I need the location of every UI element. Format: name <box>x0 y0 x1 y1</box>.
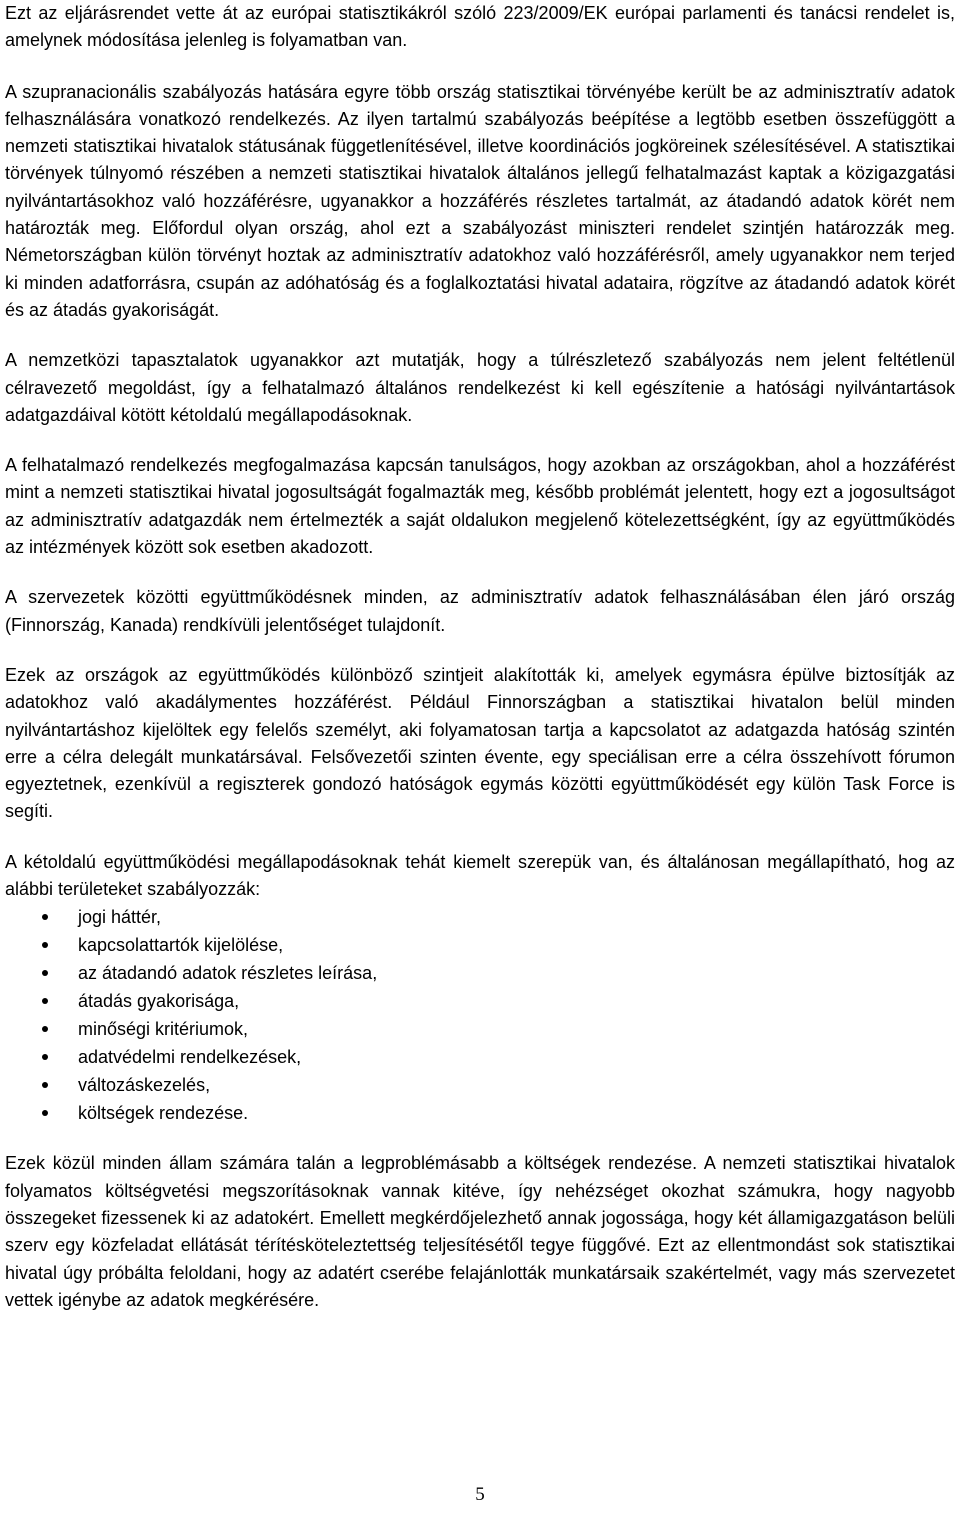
list-item-text: jogi háttér, <box>78 907 162 928</box>
list-item-text: átadás gyakorisága, <box>78 991 240 1012</box>
bullet-icon <box>42 998 48 1004</box>
list-item-text: adatvédelmi rendelkezések, <box>78 1047 302 1068</box>
paragraph-2: A szupranacionális szabályozás hatására egyre több ország statisztikai törvényébe került be az adminisztratív adatok felhasználására vonatkozó rendelkezés. Az ilyen tartalmú szabályozás beépítése a legtöbb esetben összefüggött a nemzeti statisztikai hivatalok státusának függetlenítésével, illetve koordinációs jogköreinek szélesítésével. A statisztikai törvények túlnyomó részében a nemzeti statisztikai hivatalok általános jellegű felhatalmazást kaptak a közigazgatási nyilvántartásokhoz való hozzáférésre, ugyanakkor a hozzáférés részletes tartalmát, az átadandó adatok körét nem határozták meg. Előfordul olyan ország, ahol ezt a szabályozást miniszteri rendelet szintjén határozzák meg. Németországban külön törvényt hoztak az adminisztratív adatokhoz való hozzáférésről, amely ugyanakkor nem terjed ki minden adatforrásra, csupán az adóhatóság és a foglalkoztatási hivatal adataira, rögzítve az átadandó adatok körét és az átadás gyakoriságát. <box>5 81 955 320</box>
bullet-icon <box>42 942 48 948</box>
paragraph-6: Ezek az országok az együttműködés különböző szintjeit alakították ki, amelyek egymásra épülve biztosítják az adatokhoz való akadálymentes hozzáférést. Például Finnországban a statisztikai hivatalon belül minden nyilvántartáshoz kijelöltek egy felelős személyt, aki folyamatosan tartja a kapcsolatot az adatgazda hatóság szintén erre a célra delegált munkatársával. Felsővezetői szinten évente, egy speciálisan erre a célra összehívott fórumon egyeztetnek, ezenkívül a regiszterek gondozó hatóságok egymás közötti együttműködését egy külön Task Force is segíti. <box>5 664 955 822</box>
bullet-icon <box>42 1110 48 1116</box>
bullet-list <box>5 903 955 1127</box>
bullet-icon <box>42 1026 48 1032</box>
paragraph-final: Ezek közül minden állam számára talán a legproblémásabb a költségek rendezése. A nemzeti statisztikai hivatalok folyamatos költségvetési megszorításoknak vannak kitéve, így nehézséget okozhat számukra, hogy nagyobb összegeket fizessenek ki az adatokért. Emellett megkérdőjelezhető annak jogossága, hogy két államigazgatáson belüli szerv egy közfeladat ellátását térítésköteleztettség teljesítésétől tegye függővé. Ezt az ellentmondást sok statisztikai hivatal úgy próbálta feloldani, hogy az adatért cserébe felajánlották munkatársaik szakértelmét, vagy más szervezetet vettek igénybe az adatok megkérésére. <box>5 1153 955 1310</box>
bullet-icon <box>42 914 48 920</box>
document-page <box>5 0 955 1314</box>
paragraph-1: Ezt az eljárásrendet vette át az európai statisztikákról szóló 223/2009/EK európai parlamenti és tanácsi rendelet is, amelynek módosítása jelenleg is folyamatban van. <box>5 3 955 51</box>
page-number: 5 <box>475 1484 485 1505</box>
bullet-icon <box>42 1082 48 1088</box>
paragraph-7: A kétoldalú együttműködési megállapodásoknak tehát kiemelt szerepük van, és általánosan megállapítható, hog az alábbi területeket szabályozzák: <box>5 851 955 900</box>
paragraph-3: A nemzetközi tapasztalatok ugyanakkor azt mutatják, hogy a túlrészletező szabályozás nem jelent feltétlenül célravezető megoldást, így a felhatalmazó általános rendelkezést ki kell egészítenie a hatósági nyilvántartások adatgazdáival kötött kétoldalú megállapodásoknak. <box>5 350 955 425</box>
list-item-text: költségek rendezése. <box>78 1103 249 1124</box>
list-item-text: az átadandó adatok részletes leírása, <box>78 963 378 984</box>
list-item <box>5 1071 955 1099</box>
bullet-icon <box>42 970 48 976</box>
list-item <box>5 959 955 987</box>
bullet-icon <box>42 1054 48 1060</box>
list-item <box>5 1099 955 1127</box>
paragraph-4: A felhatalmazó rendelkezés megfogalmazása kapcsán tanulságos, hogy azokban az országokban, ahol a hozzáférést mint a nemzeti statisztikai hivatal jogosultságát fogalmazták meg, később problémát jelentett, hogy ezt a jogosultságot az adminisztratív adatgazdák nem értelmezték a saját oldalukon megjelenő kötelezettségként, így az együttműködés az intézmények között sok esetben akadozott. <box>5 455 955 558</box>
list-item-text: minőségi kritériumok, <box>78 1019 249 1040</box>
list-item-text: változáskezelés, <box>78 1075 211 1096</box>
list-item-text: kapcsolattartók kijelölése, <box>78 935 284 956</box>
list-item <box>5 1043 955 1071</box>
paragraph-5: A szervezetek közötti együttműködésnek minden, az adminisztratív adatok felhasználásában élen járó ország (Finnország, Kanada) rendkívüli jelentőséget tulajdonít. <box>5 587 955 635</box>
list-item <box>5 903 955 931</box>
list-item <box>5 1015 955 1043</box>
list-item <box>5 931 955 959</box>
list-item <box>5 987 955 1015</box>
